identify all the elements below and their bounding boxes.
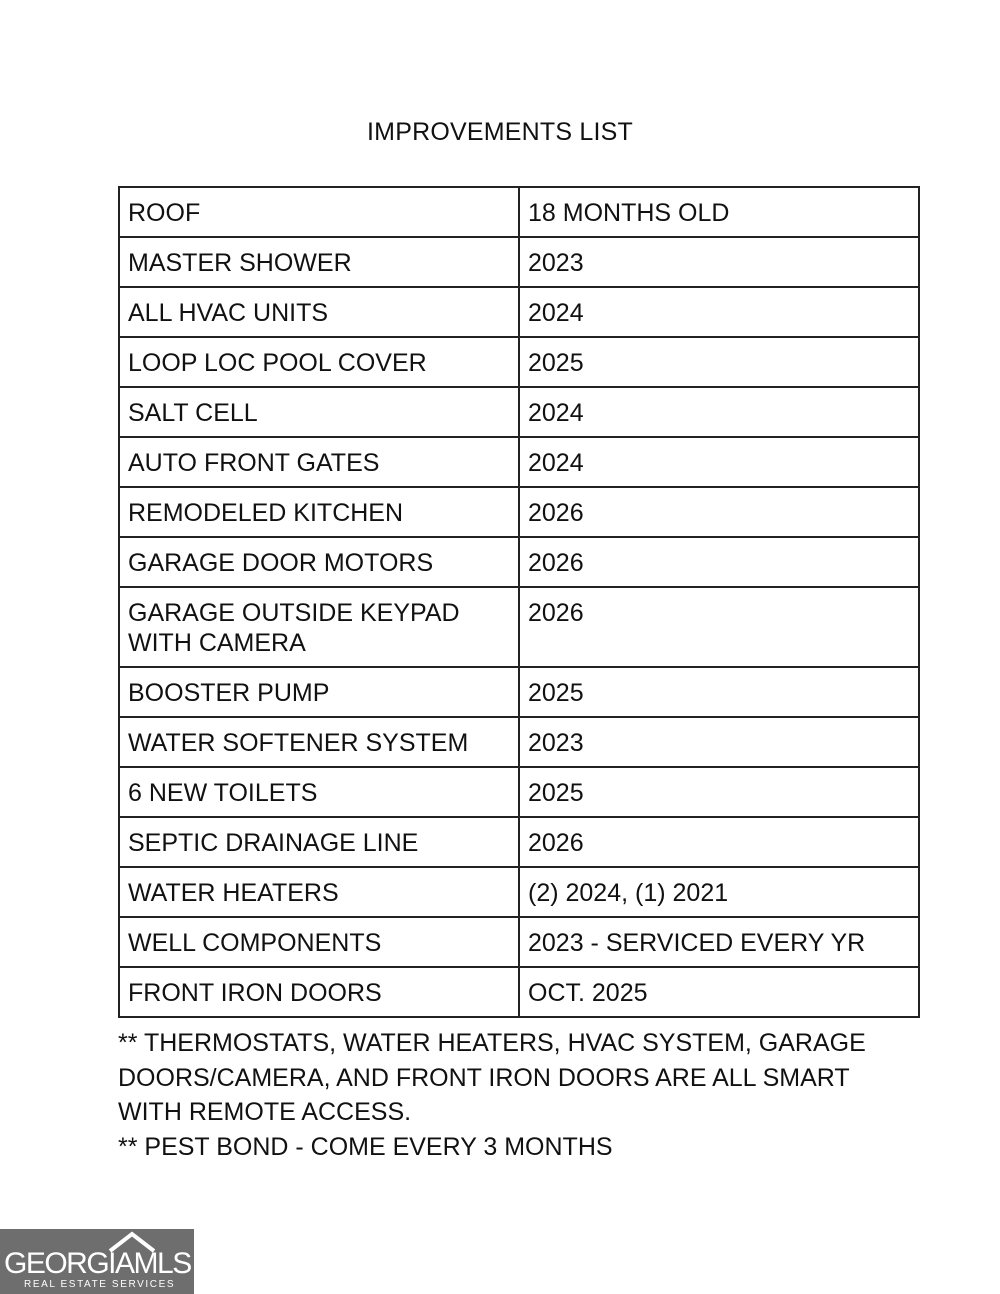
- table-row: [119, 867, 919, 917]
- table-row: [119, 287, 919, 337]
- improvement-date: 18 MONTHS OLD: [519, 187, 919, 237]
- table-row: [119, 537, 919, 587]
- improvement-date: 2024: [519, 437, 919, 487]
- improvement-date: 2026: [519, 537, 919, 587]
- improvement-date: 2024: [519, 387, 919, 437]
- table-row: [119, 487, 919, 537]
- improvement-item: LOOP LOC POOL COVER: [119, 337, 519, 387]
- note-smart-devices: ** THERMOSTATS, WATER HEATERS, HVAC SYSTEM, GARAGE DOORS/CAMERA, AND FRONT IRON DOORS ARE ALL SMART WITH REMOTE ACCESS.: [118, 1029, 866, 1126]
- improvement-date: 2024: [519, 287, 919, 337]
- improvement-date: 2025: [519, 767, 919, 817]
- improvements-table-body: [119, 187, 919, 1017]
- table-row: [119, 967, 919, 1017]
- improvement-date: 2025: [519, 337, 919, 387]
- improvement-date: (2) 2024, (1) 2021: [519, 867, 919, 917]
- table-row: [119, 917, 919, 967]
- logo-brand: GEORGIAMLS: [4, 1247, 191, 1280]
- georgia-mls-logo: [0, 1229, 194, 1294]
- improvement-item: SALT CELL: [119, 387, 519, 437]
- improvement-item: 6 NEW TOILETS: [119, 767, 519, 817]
- improvement-item: ALL HVAC UNITS: [119, 287, 519, 337]
- improvement-item: WATER HEATERS: [119, 867, 519, 917]
- table-row: [119, 237, 919, 287]
- improvement-item: WATER SOFTENER SYSTEM: [119, 717, 519, 767]
- table-row: [119, 817, 919, 867]
- improvement-date: 2023 - SERVICED EVERY YR: [519, 917, 919, 967]
- note-pest-bond: ** PEST BOND - COME EVERY 3 MONTHS: [118, 1132, 613, 1161]
- improvement-item: GARAGE OUTSIDE KEYPAD WITH CAMERA: [119, 587, 519, 667]
- improvement-date: 2023: [519, 237, 919, 287]
- improvement-item: MASTER SHOWER: [119, 237, 519, 287]
- improvement-item: WELL COMPONENTS: [119, 917, 519, 967]
- table-row: [119, 337, 919, 387]
- table-row: [119, 587, 919, 667]
- table-row: [119, 767, 919, 817]
- table-row: [119, 667, 919, 717]
- improvement-item: FRONT IRON DOORS: [119, 967, 519, 1017]
- improvement-date: 2023: [519, 717, 919, 767]
- improvement-item: SEPTIC DRAINAGE LINE: [119, 817, 519, 867]
- improvement-date: 2026: [519, 487, 919, 537]
- table-row: [119, 187, 919, 237]
- improvement-item: REMODELED KITCHEN: [119, 487, 519, 537]
- improvement-item: AUTO FRONT GATES: [119, 437, 519, 487]
- improvement-item: GARAGE DOOR MOTORS: [119, 537, 519, 587]
- page-title: IMPROVEMENTS LIST: [367, 118, 633, 146]
- improvement-date: 2026: [519, 817, 919, 867]
- improvement-item: ROOF: [119, 187, 519, 237]
- table-row: [119, 437, 919, 487]
- improvement-date: 2025: [519, 667, 919, 717]
- notes: [118, 1026, 898, 1164]
- table-row: [119, 717, 919, 767]
- logo-tagline: REAL ESTATE SERVICES: [24, 1279, 176, 1290]
- improvement-item: BOOSTER PUMP: [119, 667, 519, 717]
- improvement-date: 2026: [519, 587, 919, 667]
- table-row: [119, 387, 919, 437]
- improvement-date: OCT. 2025: [519, 967, 919, 1017]
- improvements-table: [118, 186, 920, 1018]
